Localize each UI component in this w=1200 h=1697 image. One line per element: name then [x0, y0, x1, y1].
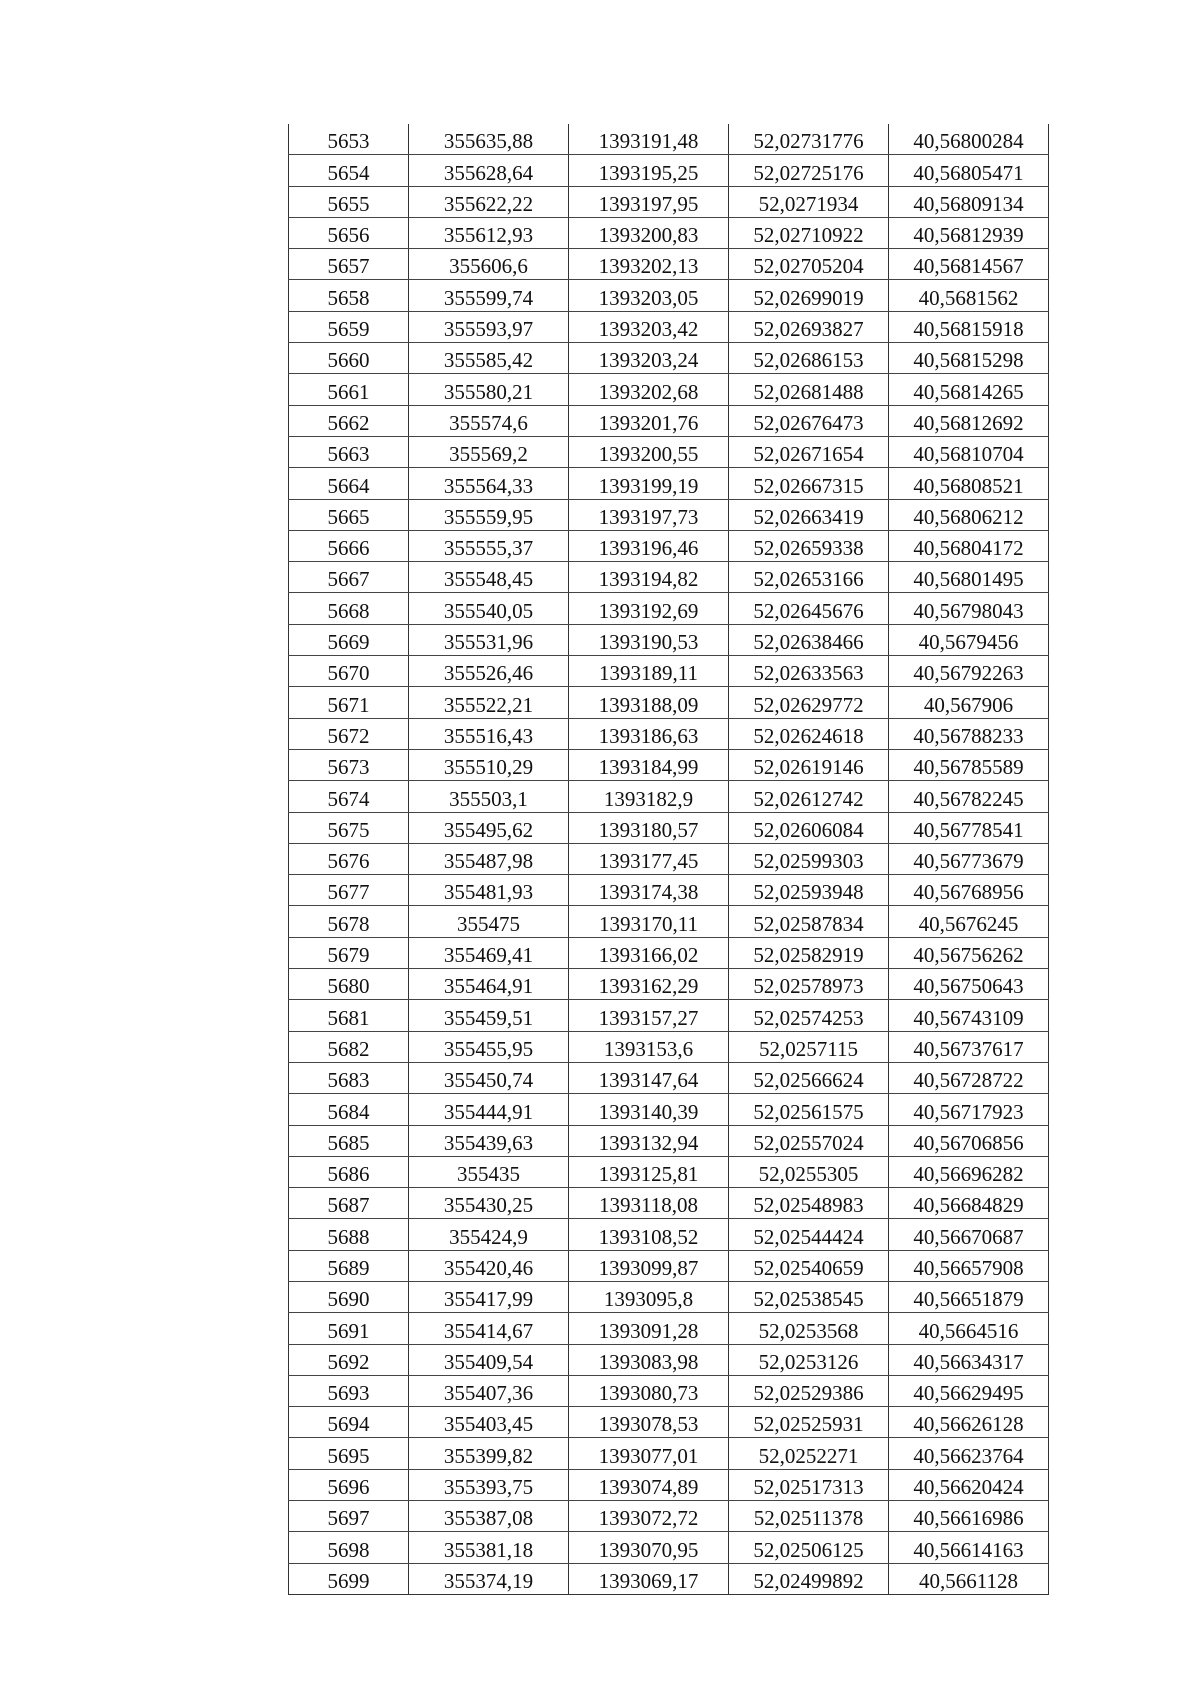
- x-coordinate-cell: 355393,75: [409, 1469, 569, 1500]
- point-number-cell: 5676: [289, 843, 409, 874]
- latitude-cell: 52,02574253: [729, 1000, 889, 1031]
- x-coordinate-cell: 355399,82: [409, 1438, 569, 1469]
- x-coordinate-cell: 355555,37: [409, 530, 569, 561]
- point-number-cell: 5672: [289, 718, 409, 749]
- latitude-cell: 52,02653166: [729, 562, 889, 593]
- x-coordinate-cell: 355407,36: [409, 1375, 569, 1406]
- point-number-cell: 5673: [289, 749, 409, 780]
- point-number-cell: 5689: [289, 1250, 409, 1281]
- point-number-cell: 5667: [289, 562, 409, 593]
- table-row: [289, 656, 1049, 687]
- table-row: [289, 749, 1049, 780]
- latitude-cell: 52,0271934: [729, 186, 889, 217]
- longitude-cell: 40,5679456: [889, 624, 1049, 655]
- y-coordinate-cell: 1393070,95: [569, 1532, 729, 1563]
- latitude-cell: 52,02525931: [729, 1407, 889, 1438]
- latitude-cell: 52,02667315: [729, 468, 889, 499]
- latitude-cell: 52,02612742: [729, 781, 889, 812]
- x-coordinate-cell: 355516,43: [409, 718, 569, 749]
- table-row: [289, 624, 1049, 655]
- latitude-cell: 52,02663419: [729, 499, 889, 530]
- longitude-cell: 40,56778541: [889, 812, 1049, 843]
- x-coordinate-cell: 355430,25: [409, 1188, 569, 1219]
- latitude-cell: 52,02517313: [729, 1469, 889, 1500]
- latitude-cell: 52,02540659: [729, 1250, 889, 1281]
- x-coordinate-cell: 355599,74: [409, 280, 569, 311]
- longitude-cell: 40,56804172: [889, 530, 1049, 561]
- x-coordinate-cell: 355510,29: [409, 749, 569, 780]
- table-row: [289, 1062, 1049, 1093]
- x-coordinate-cell: 355580,21: [409, 374, 569, 405]
- point-number-cell: 5666: [289, 530, 409, 561]
- x-coordinate-cell: 355403,45: [409, 1407, 569, 1438]
- table-row: [289, 1125, 1049, 1156]
- y-coordinate-cell: 1393195,25: [569, 155, 729, 186]
- point-number-cell: 5688: [289, 1219, 409, 1250]
- point-number-cell: 5663: [289, 436, 409, 467]
- x-coordinate-cell: 355503,1: [409, 781, 569, 812]
- x-coordinate-cell: 355439,63: [409, 1125, 569, 1156]
- x-coordinate-cell: 355455,95: [409, 1031, 569, 1062]
- longitude-cell: 40,56806212: [889, 499, 1049, 530]
- point-number-cell: 5677: [289, 875, 409, 906]
- y-coordinate-cell: 1393202,68: [569, 374, 729, 405]
- latitude-cell: 52,02593948: [729, 875, 889, 906]
- longitude-cell: 40,56706856: [889, 1125, 1049, 1156]
- x-coordinate-cell: 355564,33: [409, 468, 569, 499]
- latitude-cell: 52,02587834: [729, 906, 889, 937]
- latitude-cell: 52,02710922: [729, 217, 889, 248]
- longitude-cell: 40,56670687: [889, 1219, 1049, 1250]
- point-number-cell: 5680: [289, 969, 409, 1000]
- point-number-cell: 5698: [289, 1532, 409, 1563]
- y-coordinate-cell: 1393177,45: [569, 843, 729, 874]
- table-row: [289, 1344, 1049, 1375]
- table-row: [289, 1532, 1049, 1563]
- y-coordinate-cell: 1393203,42: [569, 311, 729, 342]
- x-coordinate-cell: 355417,99: [409, 1281, 569, 1312]
- point-number-cell: 5696: [289, 1469, 409, 1500]
- longitude-cell: 40,56750643: [889, 969, 1049, 1000]
- y-coordinate-cell: 1393180,57: [569, 812, 729, 843]
- table-row: [289, 1313, 1049, 1344]
- x-coordinate-cell: 355424,9: [409, 1219, 569, 1250]
- table-row: [289, 562, 1049, 593]
- longitude-cell: 40,56756262: [889, 937, 1049, 968]
- point-number-cell: 5662: [289, 405, 409, 436]
- latitude-cell: 52,0255305: [729, 1156, 889, 1187]
- point-number-cell: 5678: [289, 906, 409, 937]
- latitude-cell: 52,02676473: [729, 405, 889, 436]
- latitude-cell: 52,02566624: [729, 1062, 889, 1093]
- longitude-cell: 40,5676245: [889, 906, 1049, 937]
- table-row: [289, 217, 1049, 248]
- x-coordinate-cell: 355540,05: [409, 593, 569, 624]
- point-number-cell: 5679: [289, 937, 409, 968]
- longitude-cell: 40,56798043: [889, 593, 1049, 624]
- y-coordinate-cell: 1393203,05: [569, 280, 729, 311]
- latitude-cell: 52,02659338: [729, 530, 889, 561]
- table-row: [289, 343, 1049, 374]
- table-row: [289, 280, 1049, 311]
- latitude-cell: 52,02671654: [729, 436, 889, 467]
- longitude-cell: 40,56805471: [889, 155, 1049, 186]
- x-coordinate-cell: 355409,54: [409, 1344, 569, 1375]
- y-coordinate-cell: 1393078,53: [569, 1407, 729, 1438]
- point-number-cell: 5655: [289, 186, 409, 217]
- longitude-cell: 40,56684829: [889, 1188, 1049, 1219]
- table-row: [289, 1469, 1049, 1500]
- point-number-cell: 5686: [289, 1156, 409, 1187]
- x-coordinate-cell: 355464,91: [409, 969, 569, 1000]
- point-number-cell: 5697: [289, 1501, 409, 1532]
- table-row: [289, 593, 1049, 624]
- point-number-cell: 5659: [289, 311, 409, 342]
- x-coordinate-cell: 355635,88: [409, 124, 569, 155]
- table-row: [289, 1563, 1049, 1594]
- point-number-cell: 5685: [289, 1125, 409, 1156]
- table-row: [289, 405, 1049, 436]
- point-number-cell: 5699: [289, 1563, 409, 1594]
- x-coordinate-cell: 355622,22: [409, 186, 569, 217]
- y-coordinate-cell: 1393190,53: [569, 624, 729, 655]
- y-coordinate-cell: 1393191,48: [569, 124, 729, 155]
- point-number-cell: 5658: [289, 280, 409, 311]
- latitude-cell: 52,02645676: [729, 593, 889, 624]
- table-row: [289, 436, 1049, 467]
- y-coordinate-cell: 1393147,64: [569, 1062, 729, 1093]
- x-coordinate-cell: 355574,6: [409, 405, 569, 436]
- x-coordinate-cell: 355481,93: [409, 875, 569, 906]
- x-coordinate-cell: 355628,64: [409, 155, 569, 186]
- x-coordinate-cell: 355381,18: [409, 1532, 569, 1563]
- y-coordinate-cell: 1393201,76: [569, 405, 729, 436]
- y-coordinate-cell: 1393108,52: [569, 1219, 729, 1250]
- longitude-cell: 40,56810704: [889, 436, 1049, 467]
- longitude-cell: 40,56815918: [889, 311, 1049, 342]
- y-coordinate-cell: 1393140,39: [569, 1094, 729, 1125]
- table-row: [289, 718, 1049, 749]
- latitude-cell: 52,02506125: [729, 1532, 889, 1563]
- y-coordinate-cell: 1393125,81: [569, 1156, 729, 1187]
- latitude-cell: 52,02599303: [729, 843, 889, 874]
- table-row: [289, 374, 1049, 405]
- latitude-cell: 52,02529386: [729, 1375, 889, 1406]
- point-number-cell: 5671: [289, 687, 409, 718]
- longitude-cell: 40,56737617: [889, 1031, 1049, 1062]
- latitude-cell: 52,02578973: [729, 969, 889, 1000]
- table-row: [289, 1501, 1049, 1532]
- x-coordinate-cell: 355593,97: [409, 311, 569, 342]
- x-coordinate-cell: 355559,95: [409, 499, 569, 530]
- table-row: [289, 249, 1049, 280]
- latitude-cell: 52,02624618: [729, 718, 889, 749]
- longitude-cell: 40,5661128: [889, 1563, 1049, 1594]
- x-coordinate-cell: 355387,08: [409, 1501, 569, 1532]
- longitude-cell: 40,56801495: [889, 562, 1049, 593]
- point-number-cell: 5665: [289, 499, 409, 530]
- longitude-cell: 40,56743109: [889, 1000, 1049, 1031]
- table-row: [289, 687, 1049, 718]
- table-row: [289, 1438, 1049, 1469]
- table-row: [289, 1219, 1049, 1250]
- y-coordinate-cell: 1393200,55: [569, 436, 729, 467]
- point-number-cell: 5684: [289, 1094, 409, 1125]
- point-number-cell: 5687: [289, 1188, 409, 1219]
- coordinates-table: [288, 124, 1049, 1595]
- latitude-cell: 52,02619146: [729, 749, 889, 780]
- point-number-cell: 5656: [289, 217, 409, 248]
- point-number-cell: 5670: [289, 656, 409, 687]
- y-coordinate-cell: 1393095,8: [569, 1281, 729, 1312]
- latitude-cell: 52,0252271: [729, 1438, 889, 1469]
- point-number-cell: 5683: [289, 1062, 409, 1093]
- longitude-cell: 40,56623764: [889, 1438, 1049, 1469]
- point-number-cell: 5669: [289, 624, 409, 655]
- latitude-cell: 52,02511378: [729, 1501, 889, 1532]
- latitude-cell: 52,02693827: [729, 311, 889, 342]
- longitude-cell: 40,56782245: [889, 781, 1049, 812]
- x-coordinate-cell: 355495,62: [409, 812, 569, 843]
- table-row: [289, 1156, 1049, 1187]
- x-coordinate-cell: 355374,19: [409, 1563, 569, 1594]
- y-coordinate-cell: 1393072,72: [569, 1501, 729, 1532]
- x-coordinate-cell: 355420,46: [409, 1250, 569, 1281]
- table-row: [289, 186, 1049, 217]
- longitude-cell: 40,56629495: [889, 1375, 1049, 1406]
- longitude-cell: 40,56788233: [889, 718, 1049, 749]
- table-row: [289, 875, 1049, 906]
- table-row: [289, 843, 1049, 874]
- table-row: [289, 1407, 1049, 1438]
- longitude-cell: 40,56626128: [889, 1407, 1049, 1438]
- point-number-cell: 5668: [289, 593, 409, 624]
- longitude-cell: 40,56616986: [889, 1501, 1049, 1532]
- point-number-cell: 5695: [289, 1438, 409, 1469]
- latitude-cell: 52,02731776: [729, 124, 889, 155]
- point-number-cell: 5657: [289, 249, 409, 280]
- y-coordinate-cell: 1393192,69: [569, 593, 729, 624]
- y-coordinate-cell: 1393184,99: [569, 749, 729, 780]
- longitude-cell: 40,56773679: [889, 843, 1049, 874]
- longitude-cell: 40,567906: [889, 687, 1049, 718]
- latitude-cell: 52,02499892: [729, 1563, 889, 1594]
- coordinates-table-body: [289, 124, 1049, 1594]
- y-coordinate-cell: 1393118,08: [569, 1188, 729, 1219]
- point-number-cell: 5681: [289, 1000, 409, 1031]
- y-coordinate-cell: 1393074,89: [569, 1469, 729, 1500]
- table-row: [289, 781, 1049, 812]
- x-coordinate-cell: 355487,98: [409, 843, 569, 874]
- table-row: [289, 812, 1049, 843]
- table-row: [289, 1000, 1049, 1031]
- longitude-cell: 40,56657908: [889, 1250, 1049, 1281]
- latitude-cell: 52,0253126: [729, 1344, 889, 1375]
- table-row: [289, 468, 1049, 499]
- y-coordinate-cell: 1393199,19: [569, 468, 729, 499]
- longitude-cell: 40,56634317: [889, 1344, 1049, 1375]
- latitude-cell: 52,02629772: [729, 687, 889, 718]
- point-number-cell: 5682: [289, 1031, 409, 1062]
- longitude-cell: 40,56651879: [889, 1281, 1049, 1312]
- y-coordinate-cell: 1393182,9: [569, 781, 729, 812]
- y-coordinate-cell: 1393200,83: [569, 217, 729, 248]
- table-row: [289, 1031, 1049, 1062]
- latitude-cell: 52,02725176: [729, 155, 889, 186]
- latitude-cell: 52,0257115: [729, 1031, 889, 1062]
- longitude-cell: 40,56800284: [889, 124, 1049, 155]
- x-coordinate-cell: 355569,2: [409, 436, 569, 467]
- table-row: [289, 937, 1049, 968]
- y-coordinate-cell: 1393091,28: [569, 1313, 729, 1344]
- point-number-cell: 5693: [289, 1375, 409, 1406]
- latitude-cell: 52,02557024: [729, 1125, 889, 1156]
- latitude-cell: 52,02638466: [729, 624, 889, 655]
- x-coordinate-cell: 355612,93: [409, 217, 569, 248]
- table-row: [289, 530, 1049, 561]
- y-coordinate-cell: 1393194,82: [569, 562, 729, 593]
- table-row: [289, 1094, 1049, 1125]
- y-coordinate-cell: 1393166,02: [569, 937, 729, 968]
- y-coordinate-cell: 1393132,94: [569, 1125, 729, 1156]
- point-number-cell: 5674: [289, 781, 409, 812]
- y-coordinate-cell: 1393157,27: [569, 1000, 729, 1031]
- longitude-cell: 40,56812939: [889, 217, 1049, 248]
- x-coordinate-cell: 355444,91: [409, 1094, 569, 1125]
- y-coordinate-cell: 1393203,24: [569, 343, 729, 374]
- table-row: [289, 1250, 1049, 1281]
- longitude-cell: 40,56808521: [889, 468, 1049, 499]
- y-coordinate-cell: 1393153,6: [569, 1031, 729, 1062]
- longitude-cell: 40,56614163: [889, 1532, 1049, 1563]
- longitude-cell: 40,56814265: [889, 374, 1049, 405]
- x-coordinate-cell: 355526,46: [409, 656, 569, 687]
- y-coordinate-cell: 1393080,73: [569, 1375, 729, 1406]
- x-coordinate-cell: 355435: [409, 1156, 569, 1187]
- longitude-cell: 40,56785589: [889, 749, 1049, 780]
- latitude-cell: 52,0253568: [729, 1313, 889, 1344]
- latitude-cell: 52,02681488: [729, 374, 889, 405]
- table-row: [289, 906, 1049, 937]
- point-number-cell: 5653: [289, 124, 409, 155]
- table-row: [289, 969, 1049, 1000]
- x-coordinate-cell: 355522,21: [409, 687, 569, 718]
- point-number-cell: 5691: [289, 1313, 409, 1344]
- point-number-cell: 5692: [289, 1344, 409, 1375]
- longitude-cell: 40,56815298: [889, 343, 1049, 374]
- x-coordinate-cell: 355414,67: [409, 1313, 569, 1344]
- longitude-cell: 40,56814567: [889, 249, 1049, 280]
- x-coordinate-cell: 355585,42: [409, 343, 569, 374]
- latitude-cell: 52,02699019: [729, 280, 889, 311]
- latitude-cell: 52,02548983: [729, 1188, 889, 1219]
- y-coordinate-cell: 1393197,95: [569, 186, 729, 217]
- longitude-cell: 40,5664516: [889, 1313, 1049, 1344]
- x-coordinate-cell: 355531,96: [409, 624, 569, 655]
- longitude-cell: 40,56792263: [889, 656, 1049, 687]
- x-coordinate-cell: 355548,45: [409, 562, 569, 593]
- table-row: [289, 499, 1049, 530]
- table-row: [289, 155, 1049, 186]
- y-coordinate-cell: 1393069,17: [569, 1563, 729, 1594]
- latitude-cell: 52,02705204: [729, 249, 889, 280]
- latitude-cell: 52,02686153: [729, 343, 889, 374]
- point-number-cell: 5675: [289, 812, 409, 843]
- longitude-cell: 40,56768956: [889, 875, 1049, 906]
- latitude-cell: 52,02538545: [729, 1281, 889, 1312]
- point-number-cell: 5690: [289, 1281, 409, 1312]
- y-coordinate-cell: 1393197,73: [569, 499, 729, 530]
- y-coordinate-cell: 1393162,29: [569, 969, 729, 1000]
- point-number-cell: 5694: [289, 1407, 409, 1438]
- y-coordinate-cell: 1393174,38: [569, 875, 729, 906]
- x-coordinate-cell: 355606,6: [409, 249, 569, 280]
- longitude-cell: 40,56717923: [889, 1094, 1049, 1125]
- point-number-cell: 5664: [289, 468, 409, 499]
- table-row: [289, 124, 1049, 155]
- longitude-cell: 40,56809134: [889, 186, 1049, 217]
- y-coordinate-cell: 1393099,87: [569, 1250, 729, 1281]
- x-coordinate-cell: 355459,51: [409, 1000, 569, 1031]
- x-coordinate-cell: 355469,41: [409, 937, 569, 968]
- table-row: [289, 311, 1049, 342]
- y-coordinate-cell: 1393188,09: [569, 687, 729, 718]
- latitude-cell: 52,02606084: [729, 812, 889, 843]
- y-coordinate-cell: 1393170,11: [569, 906, 729, 937]
- latitude-cell: 52,02582919: [729, 937, 889, 968]
- table-row: [289, 1375, 1049, 1406]
- longitude-cell: 40,56812692: [889, 405, 1049, 436]
- table-row: [289, 1188, 1049, 1219]
- y-coordinate-cell: 1393189,11: [569, 656, 729, 687]
- table-row: [289, 1281, 1049, 1312]
- longitude-cell: 40,56620424: [889, 1469, 1049, 1500]
- point-number-cell: 5660: [289, 343, 409, 374]
- y-coordinate-cell: 1393077,01: [569, 1438, 729, 1469]
- longitude-cell: 40,56696282: [889, 1156, 1049, 1187]
- x-coordinate-cell: 355475: [409, 906, 569, 937]
- y-coordinate-cell: 1393196,46: [569, 530, 729, 561]
- y-coordinate-cell: 1393083,98: [569, 1344, 729, 1375]
- longitude-cell: 40,56728722: [889, 1062, 1049, 1093]
- x-coordinate-cell: 355450,74: [409, 1062, 569, 1093]
- y-coordinate-cell: 1393202,13: [569, 249, 729, 280]
- latitude-cell: 52,02633563: [729, 656, 889, 687]
- point-number-cell: 5661: [289, 374, 409, 405]
- longitude-cell: 40,5681562: [889, 280, 1049, 311]
- latitude-cell: 52,02561575: [729, 1094, 889, 1125]
- point-number-cell: 5654: [289, 155, 409, 186]
- y-coordinate-cell: 1393186,63: [569, 718, 729, 749]
- latitude-cell: 52,02544424: [729, 1219, 889, 1250]
